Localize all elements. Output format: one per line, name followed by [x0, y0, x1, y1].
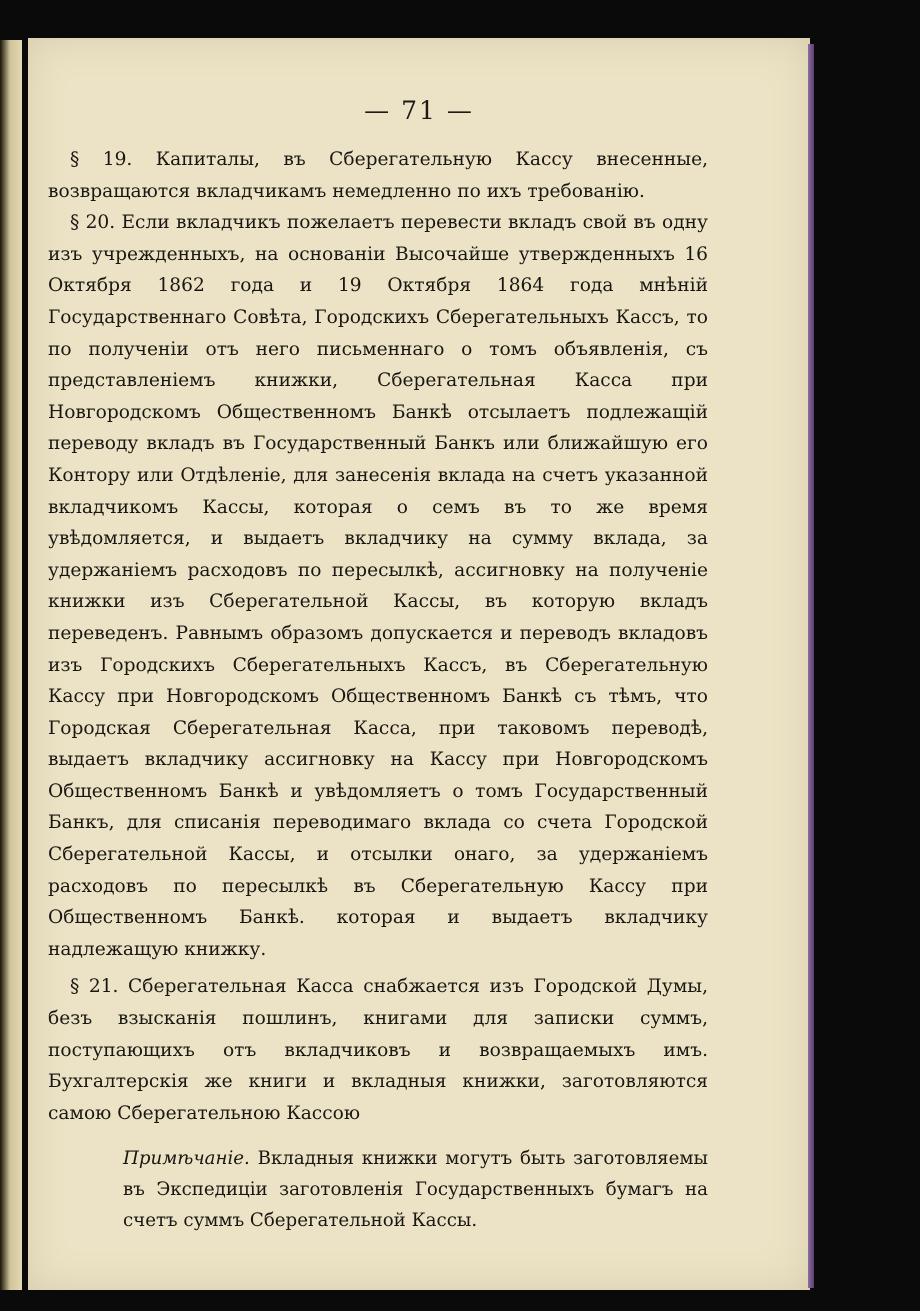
note-label: Примѣчаніе.: [123, 1148, 250, 1170]
page-right-edge: [808, 44, 814, 1288]
page-sheet: [28, 38, 810, 1290]
note-text: Вкладныя книжки могутъ быть заготовляемы въ Экспедиціи заготовленія Государственныхъ бумагъ на счетъ суммъ Сберегательной Кассы.: [123, 1148, 708, 1232]
page-number: — 71 —: [364, 96, 474, 125]
paragraph-19: § 19. Капиталы, въ Сберегательную Кассу внесенные, возвращаются вкладчикамъ немедленно по ихъ требованію.: [48, 149, 708, 202]
paragraph-21: § 21. Сберегательная Касса снабжается изъ Городской Думы, безъ взысканія пошлинъ, книгами для записки суммъ, поступающихъ отъ вкладчиковъ и возвращаемыхъ имъ. Бухгалтерскія же книги и вкладныя книжки, заготовляются самою Сберегательною Кассою: [48, 976, 708, 1124]
previous-page-edge: [0, 40, 22, 1290]
body-text: [48, 144, 708, 1236]
footnote: [48, 1143, 708, 1236]
paragraph-20: § 20. Если вкладчикъ пожелаетъ перевести вкладъ свой въ одну изъ учрежденныхъ, на основаніи Высочайше утвержденныхъ 16 Октября 1862 года и 19 Октября 1864 года мнѣній Государственнаго Совѣта, Городскихъ Сберегательныхъ Кассъ, то по полученіи отъ него письменнаго о томъ объявленія, съ представленіемъ книжки, Сберегательная Касса при Новгородскомъ Общественномъ Банкѣ отсылаетъ подлежащій переводу вкладъ въ Государственный Банкъ или ближайшую его Контору или Отдѣленіе, для занесенія вклада на счетъ указанной вкладчикомъ Кассы, которая о семъ въ то же время увѣдомляется, и выдаетъ вкладчику на сумму вклада, за удержаніемъ расходовъ по пересылкѣ, ассигновку на полученіе книжки изъ Сберегательной Кассы, въ которую вкладъ переведенъ. Равнымъ образомъ допускается и переводъ вкладовъ изъ Городскихъ Сберегательныхъ Кассъ, въ Сберегательную Кассу при Новгородскомъ Общественномъ Банкѣ съ тѣмъ, что Городская Сберегательная Касса, при таковомъ переводѣ, выдаетъ вкладчику ассигновку на Кассу при Новгородскомъ Общественномъ Банкѣ и увѣдомляетъ о томъ Государственный Банкъ, для списанія переводимаго вклада со счета Городской Сберегательной Кассы, и отсылки онаго, за удержаніемъ расходовъ по пересылкѣ въ Сберегательную Кассу при Общественномъ Банкѣ. которая и выдаетъ вкладчику надлежащую книжку.: [48, 212, 708, 960]
